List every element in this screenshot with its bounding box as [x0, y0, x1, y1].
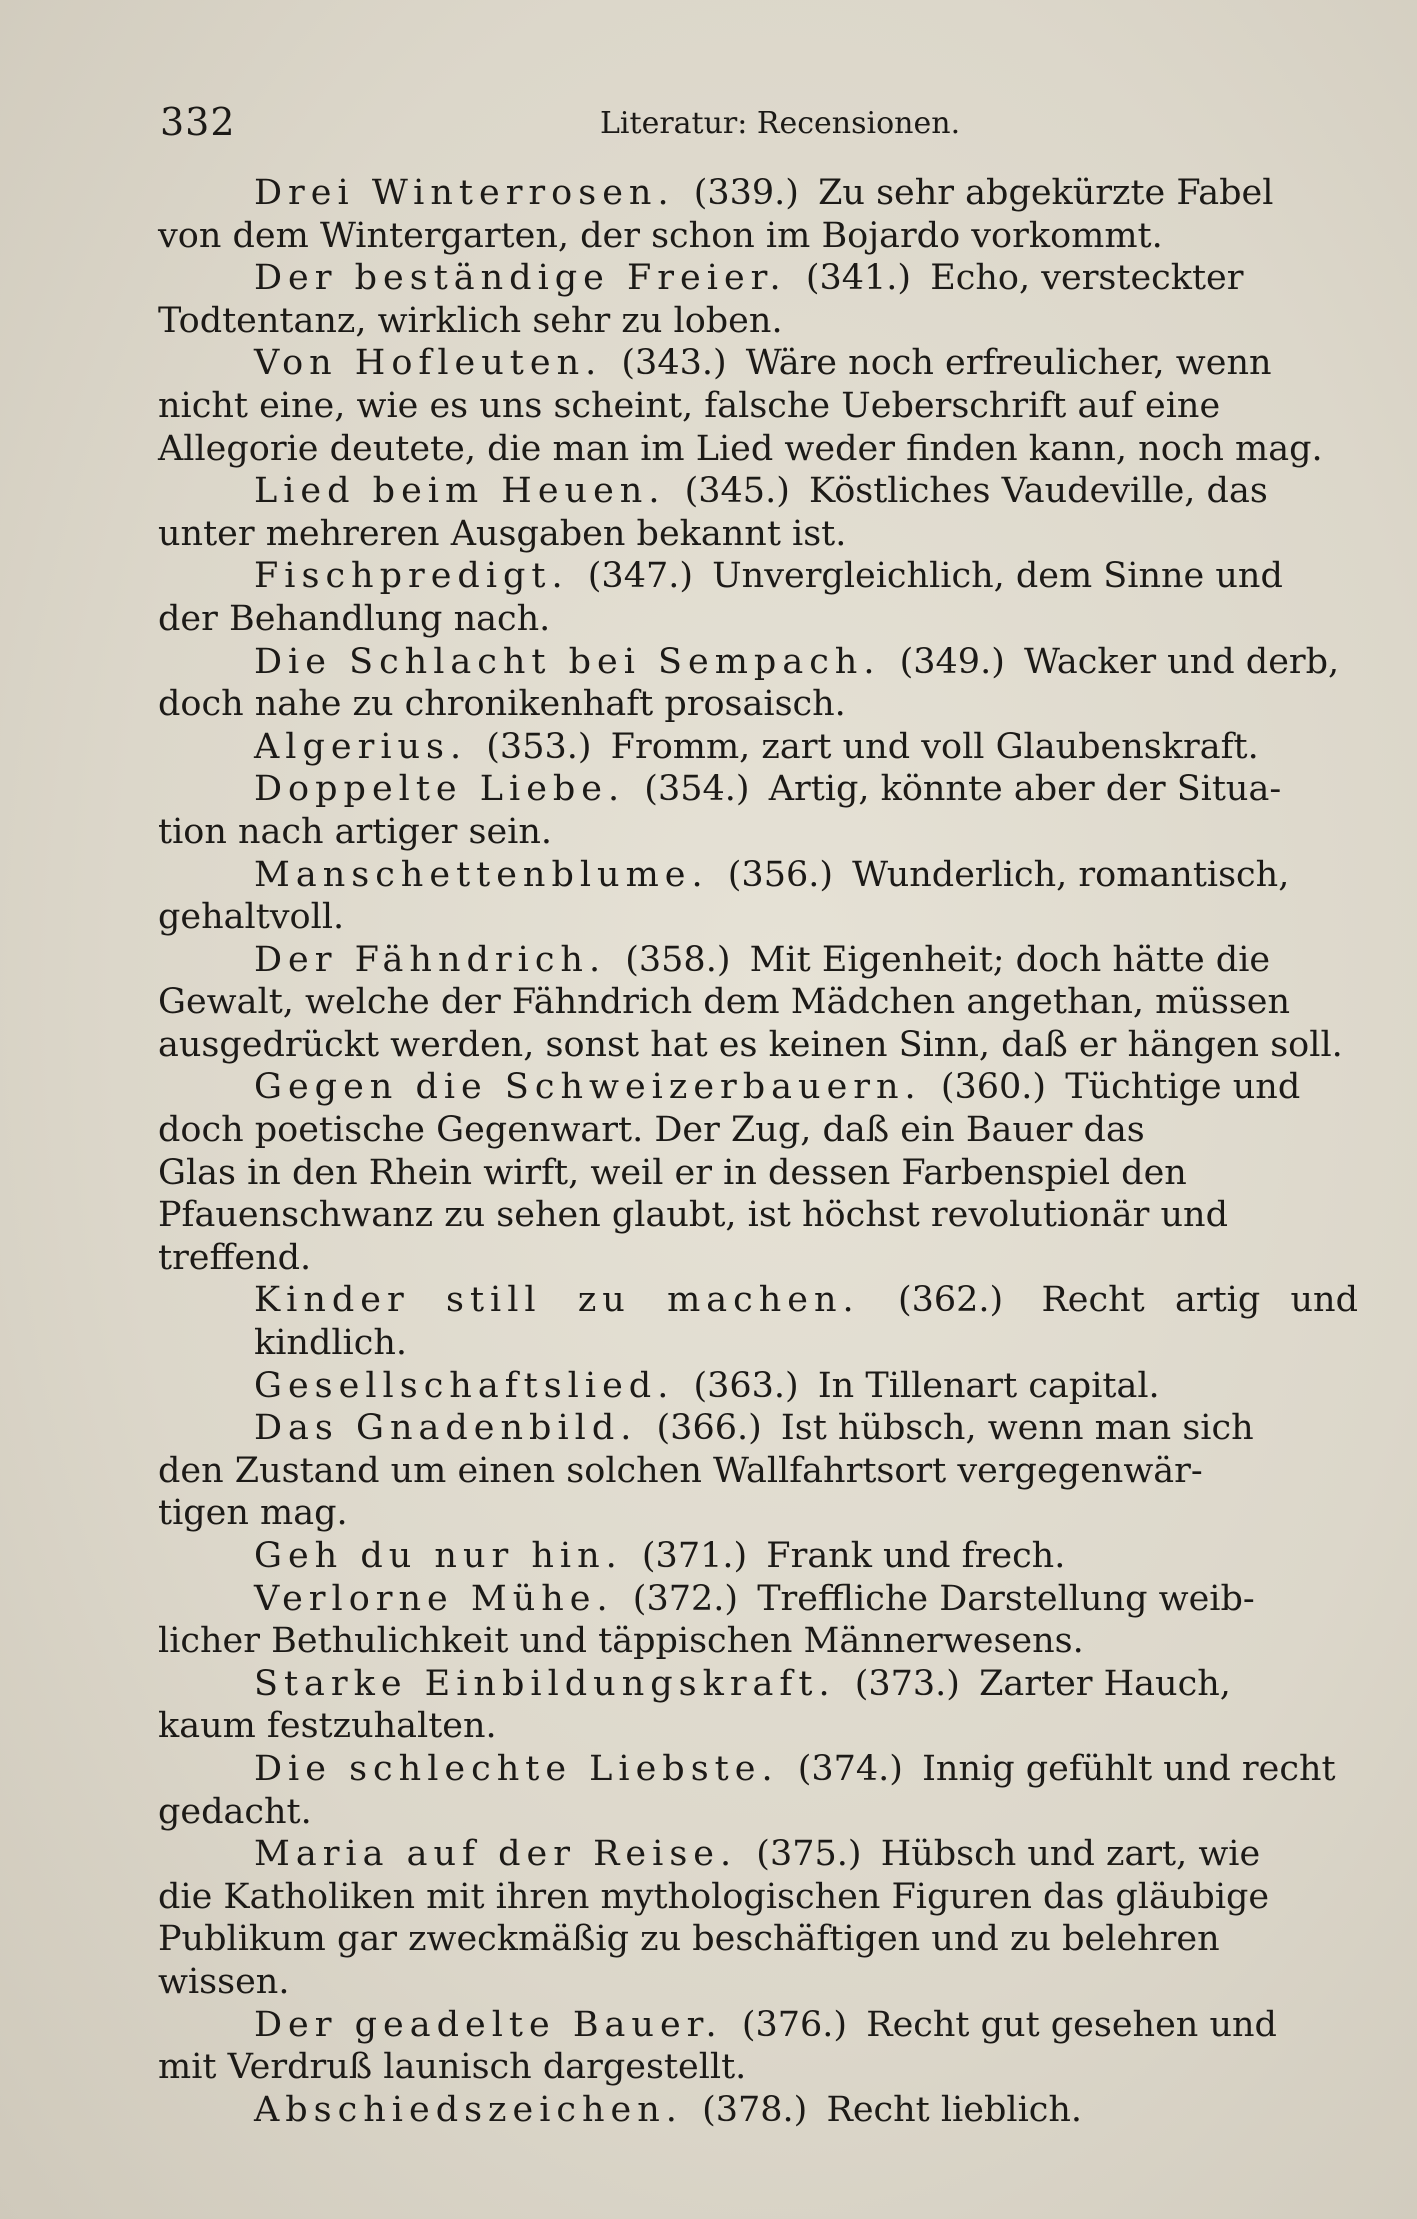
review-entry [158, 726, 1358, 769]
page-reference: (374.) [797, 1748, 903, 1789]
review-text: Mit Eigenheit; doch hätte die [749, 939, 1271, 980]
review-text: Zu sehr abgekürzte Fabel [818, 173, 1274, 213]
entry-first-line [158, 2089, 1358, 2132]
review-entry [158, 1833, 1358, 2003]
review-entry [158, 1365, 1358, 1408]
entry-first-line [158, 1279, 1358, 1364]
review-list [158, 172, 1358, 2131]
review-text-line: Publikum gar zweckmäßig zu beschäftigen und zu belehren [158, 1919, 1220, 1960]
review-entry [158, 2004, 1358, 2089]
entry-first-line [158, 172, 1358, 215]
review-text-line: Glas in den Rhein wirft, weil er in dessen Farbenspiel den [158, 1152, 1187, 1193]
running-title: Literatur: Recensionen. [600, 106, 961, 141]
review-text: Unvergleichlich, dem Sinne und [712, 556, 1283, 597]
page-reference: (347.) [587, 556, 694, 597]
song-title: Der beständige Freier. [254, 258, 787, 299]
review-text-line: den Zustand um einen solchen Wallfahrtsort vergegenwär- [158, 1450, 1203, 1491]
review-text: Recht artig und kindlich. [254, 1280, 1358, 1364]
page-reference: (366.) [656, 1408, 762, 1449]
entry-first-line [158, 939, 1358, 982]
review-entry [158, 1748, 1358, 1833]
review-text: Köstliches Vaudeville, das [809, 471, 1268, 512]
review-text: Recht gut gesehen und [866, 2004, 1277, 2045]
song-title: Fischpredigt. [254, 556, 569, 597]
page-reference: (345.) [684, 471, 790, 512]
song-title: Das Gnadenbild. [254, 1408, 638, 1449]
review-text-line: kaum festzuhalten. [158, 1706, 497, 1747]
page-reference: (372.) [632, 1578, 739, 1619]
page-reference: (354.) [644, 769, 750, 810]
review-text-line: Gewalt, welche der Fähndrich dem Mädchen angethan, müssen [158, 982, 1291, 1023]
review-text: Ist hübsch, wenn man sich [780, 1408, 1254, 1449]
entry-first-line [158, 854, 1358, 897]
page-reference: (362.) [897, 1280, 1004, 1321]
song-title: Gesellschaftslied. [254, 1365, 675, 1406]
review-text-line: doch poetische Gegenwart. Der Zug, daß ein Bauer das [158, 1110, 1145, 1151]
song-title: Verlorne Mühe. [254, 1578, 614, 1619]
song-title: Kinder still zu machen. [254, 1280, 860, 1321]
review-text: Zarter Hauch, [979, 1663, 1231, 1704]
song-title: Der geadelte Bauer. [254, 2004, 723, 2045]
review-entry [158, 1535, 1358, 1578]
song-title: Drei Winterrosen. [254, 173, 675, 213]
page-reference: (371.) [641, 1536, 748, 1576]
entry-first-line [158, 1833, 1358, 1876]
page-reference: (378.) [702, 2089, 808, 2130]
review-text: Wunderlich, romantisch, [852, 854, 1290, 895]
review-entry [158, 1578, 1358, 1663]
review-text-line: nicht eine, wie es uns scheint, falsche Ueberschrift auf eine [158, 385, 1221, 426]
review-text: Wacker und derb, [1024, 641, 1340, 682]
review-entry [158, 1279, 1358, 1364]
review-text-line: mit Verdruß launisch dargestellt. [158, 2047, 747, 2088]
song-title: Die schlechte Liebste. [254, 1748, 779, 1789]
review-text-line: treffend. [158, 1237, 312, 1278]
review-entry [158, 768, 1358, 853]
review-text: Tüchtige und [1065, 1067, 1301, 1108]
review-entry [158, 1407, 1358, 1535]
entry-first-line [158, 768, 1358, 811]
review-text: Echo, versteckter [930, 258, 1244, 299]
review-text-line: tigen mag. [158, 1493, 348, 1534]
song-title: Gegen die Schweizerbauern. [254, 1067, 922, 1108]
review-text: Artig, könnte aber der Situa- [768, 769, 1282, 810]
entry-first-line [158, 555, 1358, 598]
song-title: Geh du nur hin. [254, 1536, 623, 1576]
review-text: In Tillenart capital. [817, 1365, 1160, 1406]
song-title: Abschiedszeichen. [254, 2089, 683, 2130]
page-number: 332 [160, 100, 236, 144]
review-entry [158, 172, 1358, 257]
page-reference: (356.) [727, 854, 834, 895]
review-text-line: unter mehreren Ausgaben bekannt ist. [158, 513, 847, 554]
review-text: Fromm, zart und voll Glaubenskraft. [610, 726, 1259, 767]
song-title: Algerius. [254, 726, 468, 767]
review-entry [158, 854, 1358, 939]
song-title: Von Hofleuten. [254, 343, 603, 384]
page-reference: (376.) [741, 2004, 848, 2045]
review-entry [158, 1066, 1358, 1279]
review-entry [158, 2089, 1358, 2132]
entry-first-line [158, 1578, 1358, 1621]
review-text-line: gehaltvoll. [158, 897, 345, 938]
review-text-line: der Behandlung nach. [158, 598, 551, 639]
review-text: Innig gefühlt und recht [922, 1748, 1336, 1789]
review-text-line: von dem Wintergarten, der schon im Bojardo vorkommt. [158, 215, 1163, 256]
page-reference: (373.) [854, 1663, 960, 1704]
review-text: Recht lieblich. [826, 2089, 1083, 2130]
entry-first-line [158, 1407, 1358, 1450]
page-reference: (360.) [940, 1067, 1047, 1108]
song-title: Starke Einbildungskraft. [254, 1663, 836, 1704]
review-text-line: doch nahe zu chronikenhaft prosaisch. [158, 684, 846, 725]
review-text-line: Pfauenschwanz zu sehen glaubt, ist höchst revolutionär und [158, 1195, 1228, 1236]
review-entry [158, 342, 1358, 470]
review-text: Frank und frech. [766, 1536, 1066, 1576]
review-text-line: Todtentanz, wirklich sehr zu loben. [158, 300, 783, 341]
review-text: Hübsch und zart, wie [880, 1834, 1261, 1875]
review-entry [158, 257, 1358, 342]
entry-first-line [158, 1748, 1358, 1791]
review-text-line: wissen. [158, 1961, 290, 2002]
page-reference: (349.) [899, 641, 1005, 682]
page-header [160, 100, 1360, 160]
page-reference: (375.) [756, 1834, 862, 1875]
song-title: Der Fähndrich. [254, 939, 607, 980]
song-title: Maria auf der Reise. [254, 1834, 738, 1875]
entry-first-line [158, 1663, 1358, 1706]
entry-first-line [158, 1365, 1358, 1408]
page-reference: (358.) [625, 939, 731, 980]
page-reference: (353.) [486, 726, 592, 767]
entry-first-line [158, 726, 1358, 769]
review-entry [158, 1663, 1358, 1748]
song-title: Doppelte Liebe. [254, 769, 626, 810]
song-title: Die Schlacht bei Sempach. [254, 641, 881, 682]
review-entry [158, 555, 1358, 640]
entry-first-line [158, 641, 1358, 684]
entry-first-line [158, 1066, 1358, 1109]
page-reference: (341.) [805, 258, 912, 299]
page-reference: (343.) [621, 343, 727, 384]
review-text: Treffliche Darstellung weib- [757, 1578, 1255, 1619]
song-title: Manschettenblume. [254, 854, 709, 895]
review-text-line: gedacht. [158, 1791, 312, 1832]
review-entry [158, 939, 1358, 1067]
review-text-line: die Katholiken mit ihren mythologischen Figuren das gläubige [158, 1876, 1270, 1917]
entry-first-line [158, 470, 1358, 513]
review-text-line: tion nach artiger sein. [158, 811, 553, 852]
review-text-line: licher Bethulichkeit und täppischen Männerwesens. [158, 1621, 1084, 1662]
entry-first-line [158, 2004, 1358, 2047]
page-reference: (363.) [693, 1365, 799, 1406]
review-text-line: ausgedrückt werden, sonst hat es keinen Sinn, daß er hängen soll. [158, 1024, 1343, 1065]
review-entry [158, 470, 1358, 555]
review-text: Wäre noch erfreulicher, wenn [745, 343, 1272, 384]
review-entry [158, 641, 1358, 726]
entry-first-line [158, 257, 1358, 300]
review-text-line: Allegorie deutete, die man im Lied weder finden kann, noch mag. [158, 428, 1323, 469]
entry-first-line [158, 1535, 1358, 1578]
page-reference: (339.) [693, 173, 799, 213]
entry-first-line [158, 342, 1358, 385]
song-title: Lied beim Heuen. [254, 471, 666, 512]
